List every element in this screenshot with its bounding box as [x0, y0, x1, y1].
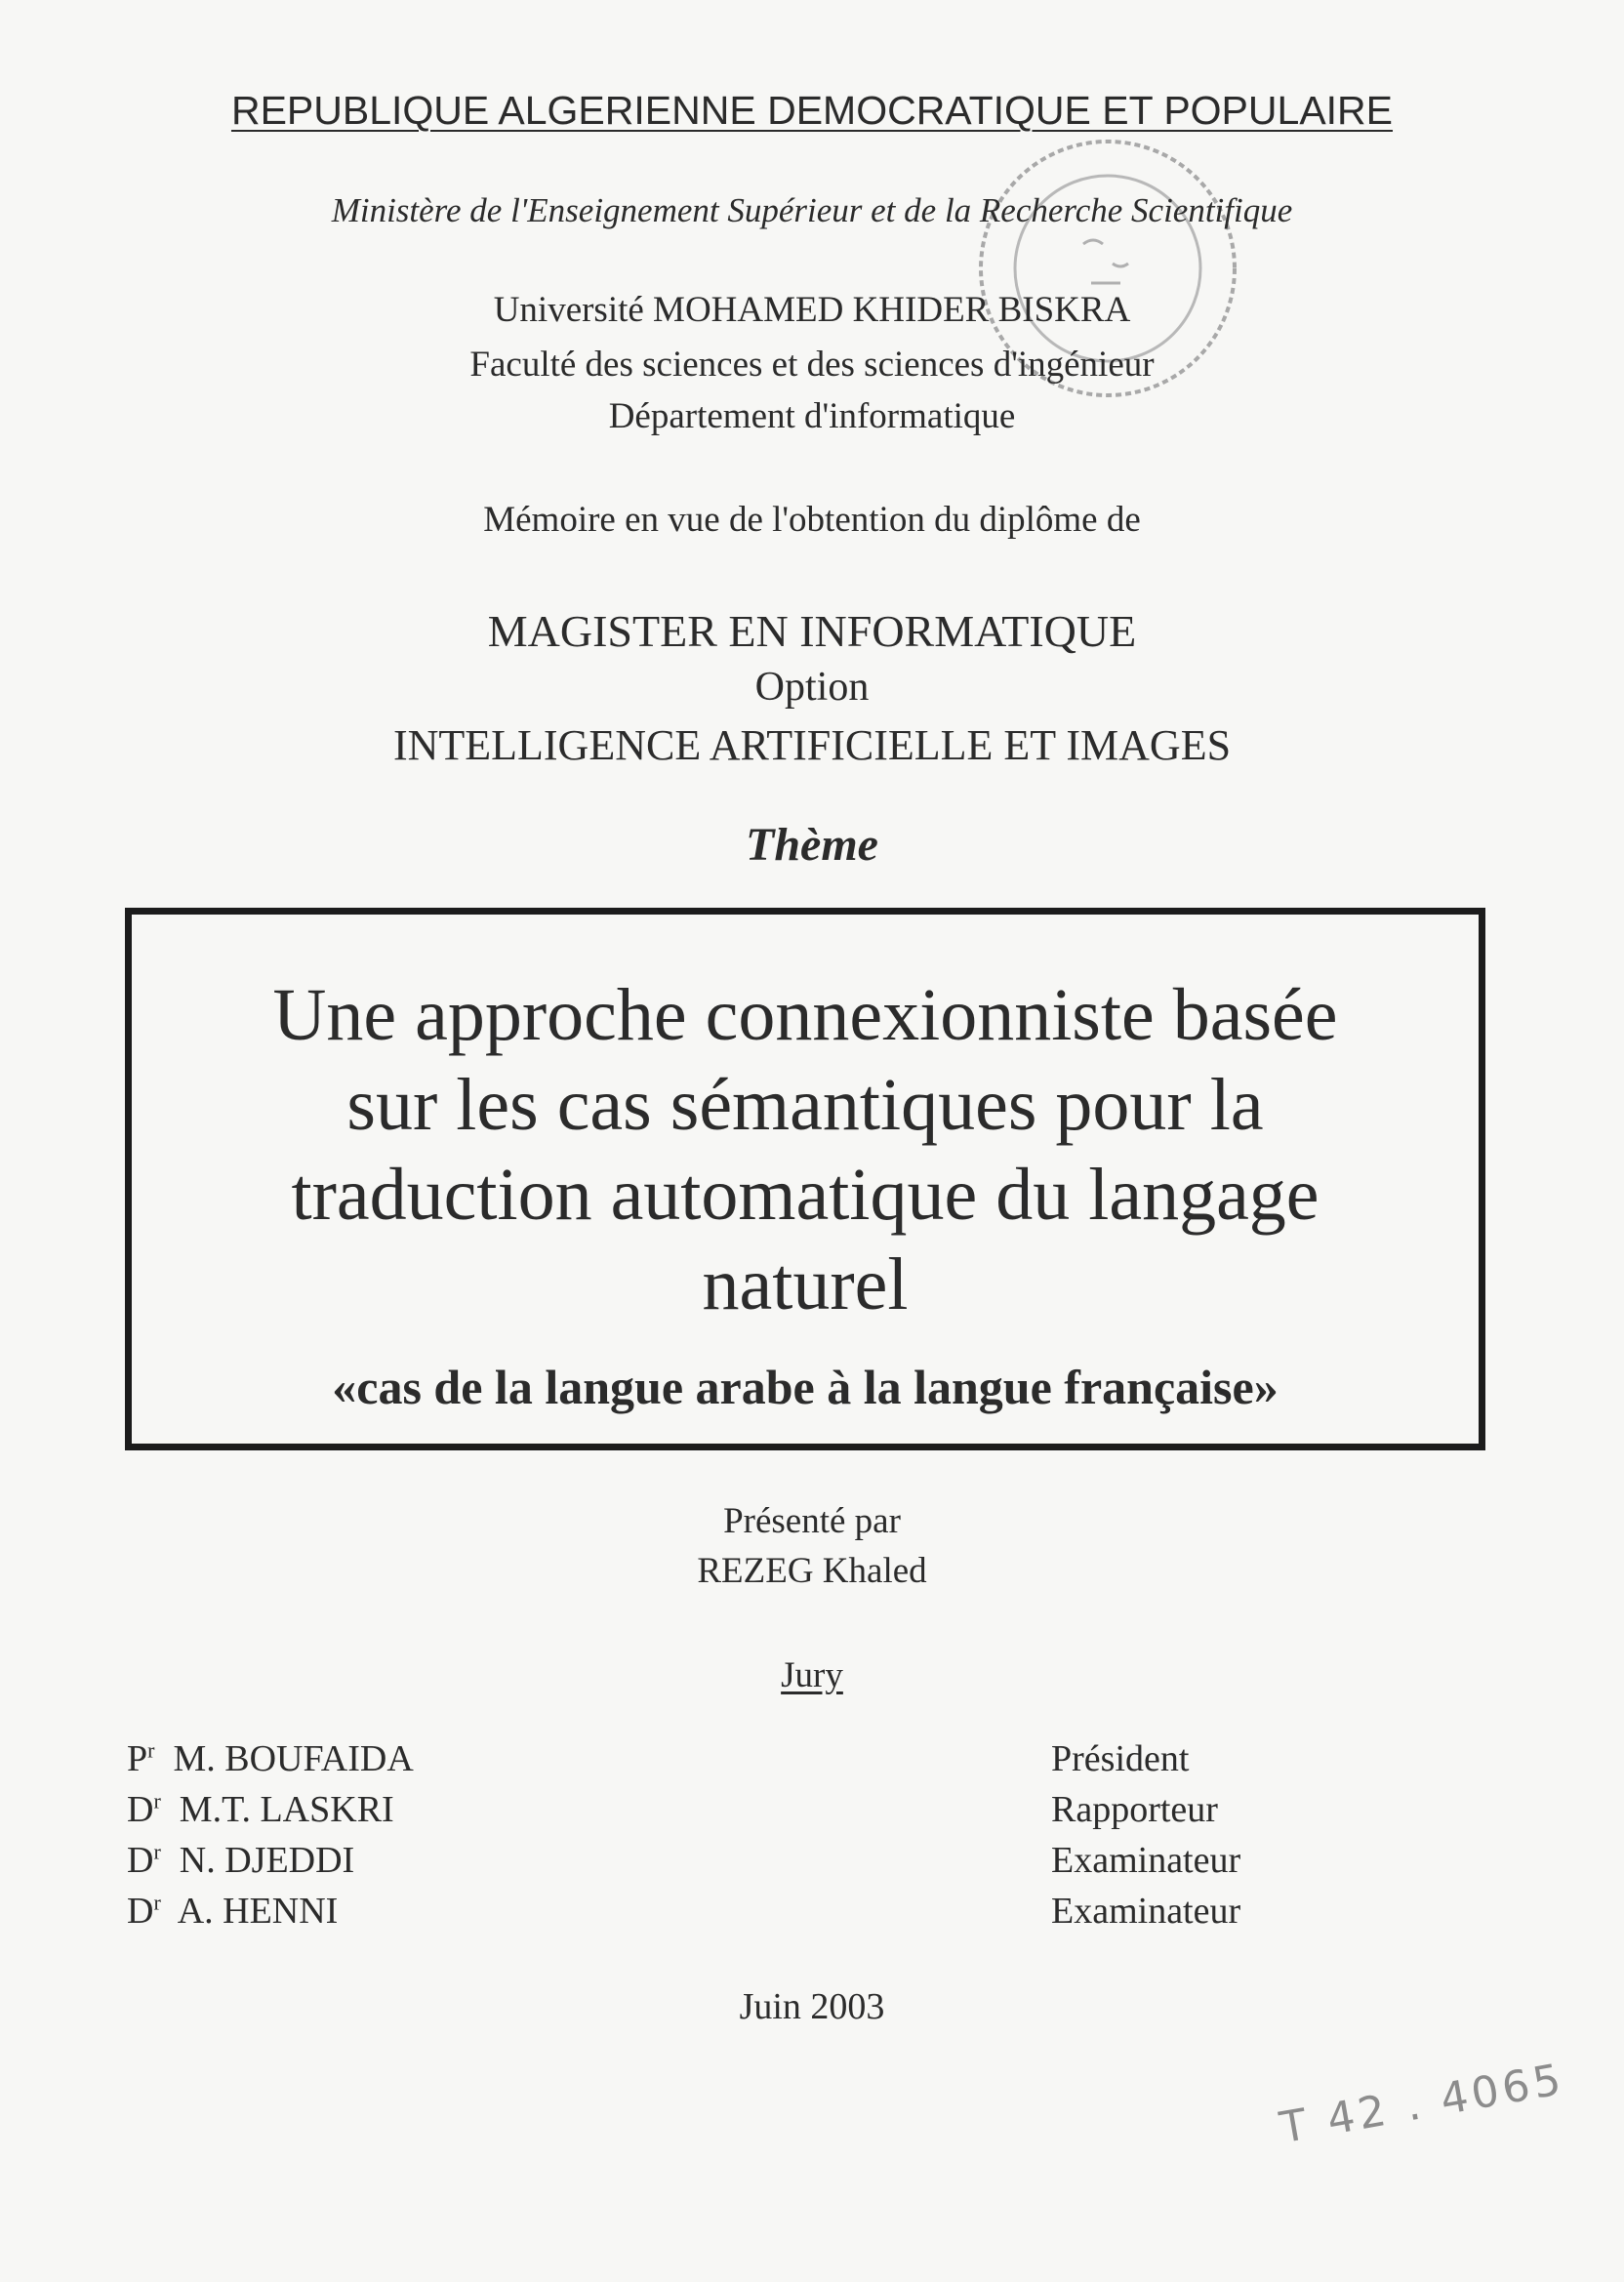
university-line: Université MOHAMED KHIDER BISKRA [493, 290, 1131, 330]
republic-heading: REPUBLIQUE ALGERIENNE DEMOCRATIQUE ET POPULAIRE [230, 88, 1394, 133]
thesis-subtitle: «cas de la langue arabe à la langue française» [332, 1360, 1279, 1414]
jury-member-fullname: M. BOUFAIDA [173, 1738, 414, 1779]
jury-member-name [127, 1737, 414, 1780]
handwritten-note: T 42 . 4065 [1276, 2054, 1568, 2154]
jury-member-name [127, 1890, 338, 1933]
faculty-line: Faculté des sciences et des sciences d'ingénieur [469, 345, 1155, 385]
jury-member-fullname: N. DJEDDI [179, 1840, 355, 1881]
department-line: Département d'informatique [608, 396, 1016, 436]
presented-by-label: Présenté par [723, 1501, 901, 1541]
jury-label: Jury [781, 1655, 843, 1695]
jury-member-title: $D^r$ [127, 1839, 161, 1881]
thesis-title-line: naturel [702, 1243, 909, 1325]
jury-member-name [127, 1839, 354, 1882]
thesis-title-line: sur les cas sémantiques pour la [346, 1064, 1264, 1146]
specialty-line: INTELLIGENCE ARTIFICIELLE ET IMAGES [392, 721, 1232, 769]
jury-member-role: Examinateur [1051, 1840, 1241, 1881]
jury-member-title: $P^r$ [127, 1737, 155, 1779]
jury-member-role: Examinateur [1051, 1891, 1241, 1932]
jury-member-name [127, 1788, 394, 1831]
ministry-line: Ministère de l'Enseignement Supérieur et de la Recherche Scientifique [331, 191, 1293, 229]
jury-member-title: $D^r$ [127, 1890, 161, 1932]
degree-name: MAGISTER EN INFORMATIQUE [487, 606, 1137, 656]
thesis-title-line: traduction automatique du langage [291, 1154, 1320, 1236]
jury-member-fullname: A. HENNI [177, 1891, 339, 1932]
jury-member-fullname: M.T. LASKRI [179, 1789, 394, 1830]
jury-member-role: Rapporteur [1051, 1789, 1218, 1830]
thesis-title-line: Une approche connexionniste basée [272, 974, 1338, 1056]
author-name: REZEG Khaled [697, 1551, 927, 1591]
date-line: Juin 2003 [739, 1986, 885, 2027]
theme-label: Thème [746, 819, 878, 871]
jury-member-role: Président [1051, 1738, 1190, 1779]
jury-member-title: $D^r$ [127, 1788, 161, 1830]
thesis-title-box [125, 908, 1485, 1450]
memoire-line: Mémoire en vue de l'obtention du diplôme de [483, 500, 1141, 540]
option-label: Option [754, 665, 870, 710]
